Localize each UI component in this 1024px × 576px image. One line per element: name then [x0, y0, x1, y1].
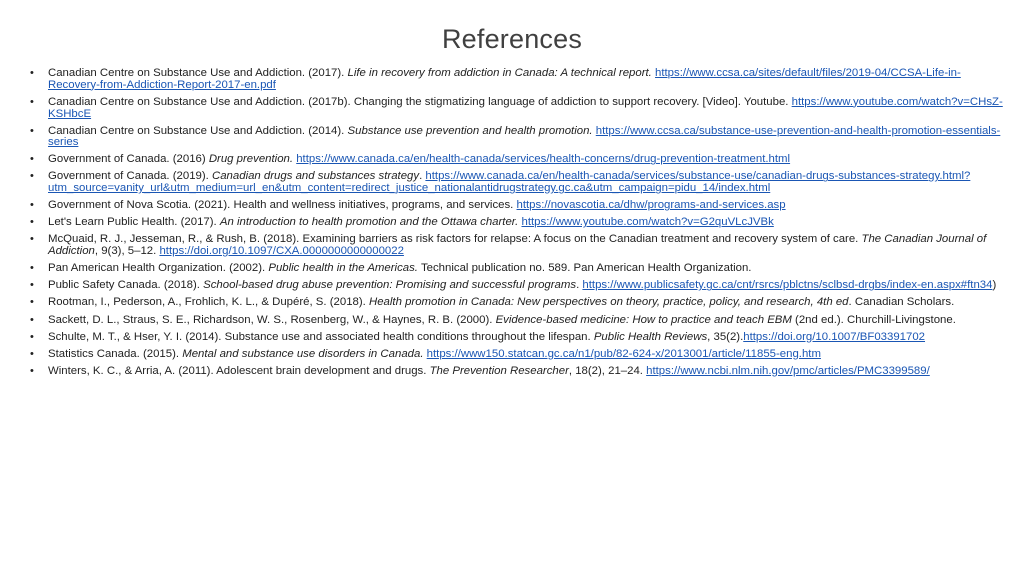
reference-item [30, 297, 1010, 309]
reference-title: Life in recovery from addiction in Canada: A technical report. [347, 67, 652, 79]
reference-item [30, 234, 1010, 257]
reference-item [30, 68, 1010, 91]
reference-link[interactable]: https://www.canada.ca/en/health-canada/services/health-concerns/drug-prevention-treatment.html [296, 153, 791, 166]
reference-text: . [576, 279, 583, 292]
reference-text: (2nd ed.). Churchill-Livingstone. [791, 313, 956, 326]
reference-text: , 35(2). [707, 330, 744, 343]
reference-item [30, 332, 1010, 344]
reference-text: Statistics Canada. (2015). [48, 347, 183, 360]
reference-text: . Canadian Scholars. [848, 296, 955, 309]
reference-link[interactable]: https://www.youtube.com/watch?v=G2quVLcJVBk [521, 216, 774, 229]
reference-text: Winters, K. C., & Arria, A. (2011). Adolescent brain development and drugs. [48, 364, 430, 377]
reference-text: Sackett, D. L., Straus, S. E., Richardson, W. S., Rosenberg, W., & Haynes, R. B. (2000). [48, 313, 496, 326]
reference-text: McQuaid, R. J., Jesseman, R., & Rush, B. (2018). Examining barriers as risk factors for relapse: A focus on the Canadian treatment and recovery system of care. [48, 233, 862, 246]
reference-title: Drug prevention. [208, 153, 294, 166]
reference-item [30, 154, 1010, 166]
reference-text: Public Safety Canada. (2018). [48, 279, 204, 292]
reference-text: Schulte, M. T., & Hser, Y. I. (2014). Substance use and associated health conditions throughout the lifespan. [48, 330, 594, 343]
reference-item [30, 263, 1010, 275]
reference-text: Pan American Health Organization. (2002). [48, 262, 269, 275]
reference-text: , 18(2), 21–24. [568, 364, 647, 377]
reference-list [30, 68, 1010, 383]
reference-title: Substance use prevention and health promotion. [347, 124, 593, 137]
reference-item [30, 349, 1010, 361]
reference-link[interactable]: https://www150.statcan.gc.ca/n1/pub/82-624-x/2013001/article/11855-eng.htm [426, 347, 821, 360]
reference-item [30, 280, 1010, 292]
reference-text: Government of Canada. (2019). [48, 170, 212, 183]
reference-link[interactable]: https://www.canada.ca/en/health-canada/services/substance-use/canadian-drugs-substances-strategy.html?utm_source=vanity_url&utm_medium=url_en&utm_content=redirect_justice_nationalantidrugstrategy.gc.ca&utm_campaign=pidu_14/index.html [48, 170, 971, 195]
reference-text: Canadian Centre on Substance Use and Addiction. (2014). [48, 124, 348, 137]
reference-title: An introduction to health promotion and the Ottawa charter. [219, 216, 519, 229]
reference-title: Health promotion in Canada: New perspectives on theory, practice, policy, and research, 4th ed [369, 296, 849, 309]
reference-title: Canadian drugs and substances strategy [212, 170, 420, 183]
reference-text: , 9(3), 5–12. [94, 245, 160, 258]
reference-text: Government of Canada. (2016) [48, 153, 209, 166]
reference-text: Rootman, I., Pederson, A., Frohlich, K. L., & Dupéré, S. (2018). [48, 296, 369, 309]
reference-text: Canadian Centre on Substance Use and Addiction. (2017). [48, 67, 348, 79]
page-title: References [441, 24, 583, 54]
reference-title: Mental and substance use disorders in Canada. [182, 347, 424, 360]
reference-item [30, 200, 1010, 212]
reference-title: The Canadian Journal of Addiction [48, 233, 987, 258]
reference-title: Evidence-based medicine: How to practice and teach EBM [495, 313, 792, 326]
reference-link[interactable]: https://doi.org/10.1007/BF03391702 [743, 330, 926, 343]
reference-text: . [419, 170, 426, 183]
reference-link[interactable]: https://www.ncbi.nlm.nih.gov/pmc/articles/PMC3399589/ [646, 364, 930, 377]
reference-text: Government of Nova Scotia. (2021). Health and wellness initiatives, programs, and services. [48, 199, 517, 212]
reference-title: Public health in the Americas. [268, 262, 418, 275]
reference-item [30, 97, 1010, 120]
reference-item [30, 126, 1010, 149]
reference-item [30, 315, 1010, 327]
reference-item [30, 366, 1010, 378]
reference-text: ) [992, 279, 997, 292]
reference-link[interactable]: https://novascotia.ca/dhw/programs-and-services.asp [516, 199, 786, 212]
reference-text: Canadian Centre on Substance Use and Addiction. (2017b). Changing the stigmatizing language of addiction to support recovery. [Video]. Youtube. [48, 95, 792, 108]
reference-link[interactable]: https://www.ccsa.ca/sites/default/files/2019-04/CCSA-Life-in-Recovery-from-Addiction-Report-2017-en.pdf [48, 67, 961, 91]
reference-link[interactable]: https://www.publicsafety.gc.ca/cnt/rsrcs/pblctns/sclbsd-drgbs/index-en.aspx#ftn34 [582, 279, 993, 292]
reference-item [30, 171, 1010, 194]
reference-title: Public Health Reviews [593, 330, 708, 343]
reference-text: Technical publication no. 589. Pan American Health Organization. [417, 262, 752, 275]
reference-text: Let's Learn Public Health. (2017). [48, 216, 220, 229]
reference-link[interactable]: https://www.ccsa.ca/substance-use-prevention-and-health-promotion-essentials-series [48, 124, 1001, 149]
reference-title: The Prevention Researcher [429, 364, 569, 377]
reference-link[interactable]: https://www.youtube.com/watch?v=CHsZ-KSHbcE [48, 95, 1003, 120]
reference-title: School-based drug abuse prevention: Promising and successful programs [203, 279, 577, 292]
reference-link[interactable]: https://doi.org/10.1097/CXA.0000000000000022 [159, 245, 404, 258]
reference-item [30, 217, 1010, 229]
